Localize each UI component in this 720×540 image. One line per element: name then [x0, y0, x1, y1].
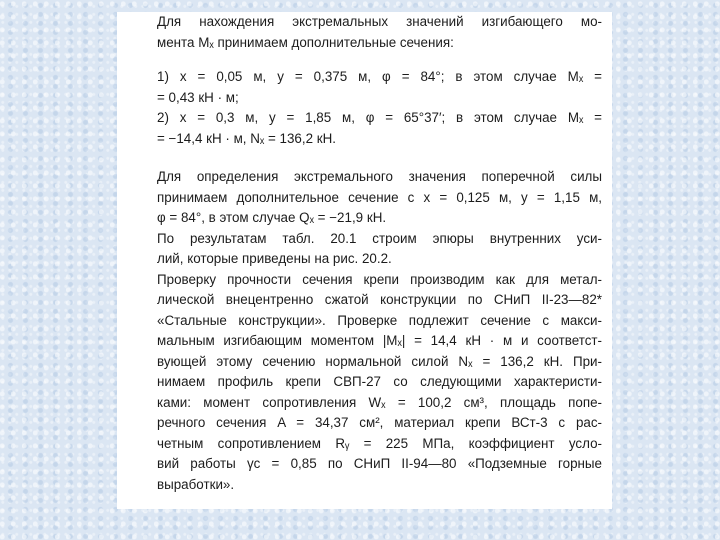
text-line: Проверку прочности сечения крепи производим как для метал-	[157, 271, 602, 287]
text-line: вий работы γc = 0,85 по СНиП II-94—80 «Подземные горные	[157, 456, 602, 471]
text-line: мальным изгибающим моментом |Mₓ| = 14,4 кН · м и соответст-	[157, 333, 602, 348]
text-line: выработки».	[157, 476, 235, 492]
text-line: «Стальные конструкции». Проверке подлежит сечение с макси-	[157, 312, 602, 328]
text-line: Для нахождения экстремальных значений изгибающего мо-	[157, 14, 602, 29]
text-line: лий, которые приведены на рис. 20.2.	[157, 251, 392, 266]
text-line: речного сечения A = 34,37 см², материал крепи ВСт-3 с рас-	[157, 415, 602, 430]
text-line: нимаем профиль крепи СВП-27 со следующими характеристи-	[157, 374, 602, 389]
text-line: φ = 84°, в этом случае Qₓ = −21,9 кН.	[157, 210, 387, 225]
text-line: принимаем дополнительное сечение с x = 0,125 м, y = 1,15 м,	[157, 189, 602, 205]
text-line: 1) x = 0,05 м, y = 0,375 м, φ = 84°; в этом случае Mₓ =	[157, 69, 602, 84]
text-line: четным сопротивлением Rᵧ = 225 МПа, коэффициент усло-	[157, 435, 602, 451]
text-line: мента Mₓ принимаем дополнительные сечения:	[157, 34, 454, 50]
text-line: лической внецентренно сжатой конструкции по СНиП II-23—82*	[157, 292, 602, 307]
text-line: = 0,43 кН · м;	[157, 89, 239, 105]
body-text	[157, 12, 602, 495]
text-line: ками: момент сопротивления Wₓ = 100,2 см³, площадь попе-	[157, 394, 602, 410]
text-line: 2) x = 0,3 м, y = 1,85 м, φ = 65°37′; в этом случае Mₓ =	[157, 110, 602, 125]
text-line: По результатам табл. 20.1 строим эпюры внутренних уси-	[157, 230, 602, 246]
text-line: Для определения экстремального значения поперечной силы	[157, 169, 602, 184]
text-line: = −14,4 кН · м, Nₓ = 136,2 кН.	[157, 130, 337, 146]
text-line: вующей этому сечению нормальной силой Nₓ = 136,2 кН. При-	[157, 353, 602, 369]
document-page	[117, 12, 612, 509]
